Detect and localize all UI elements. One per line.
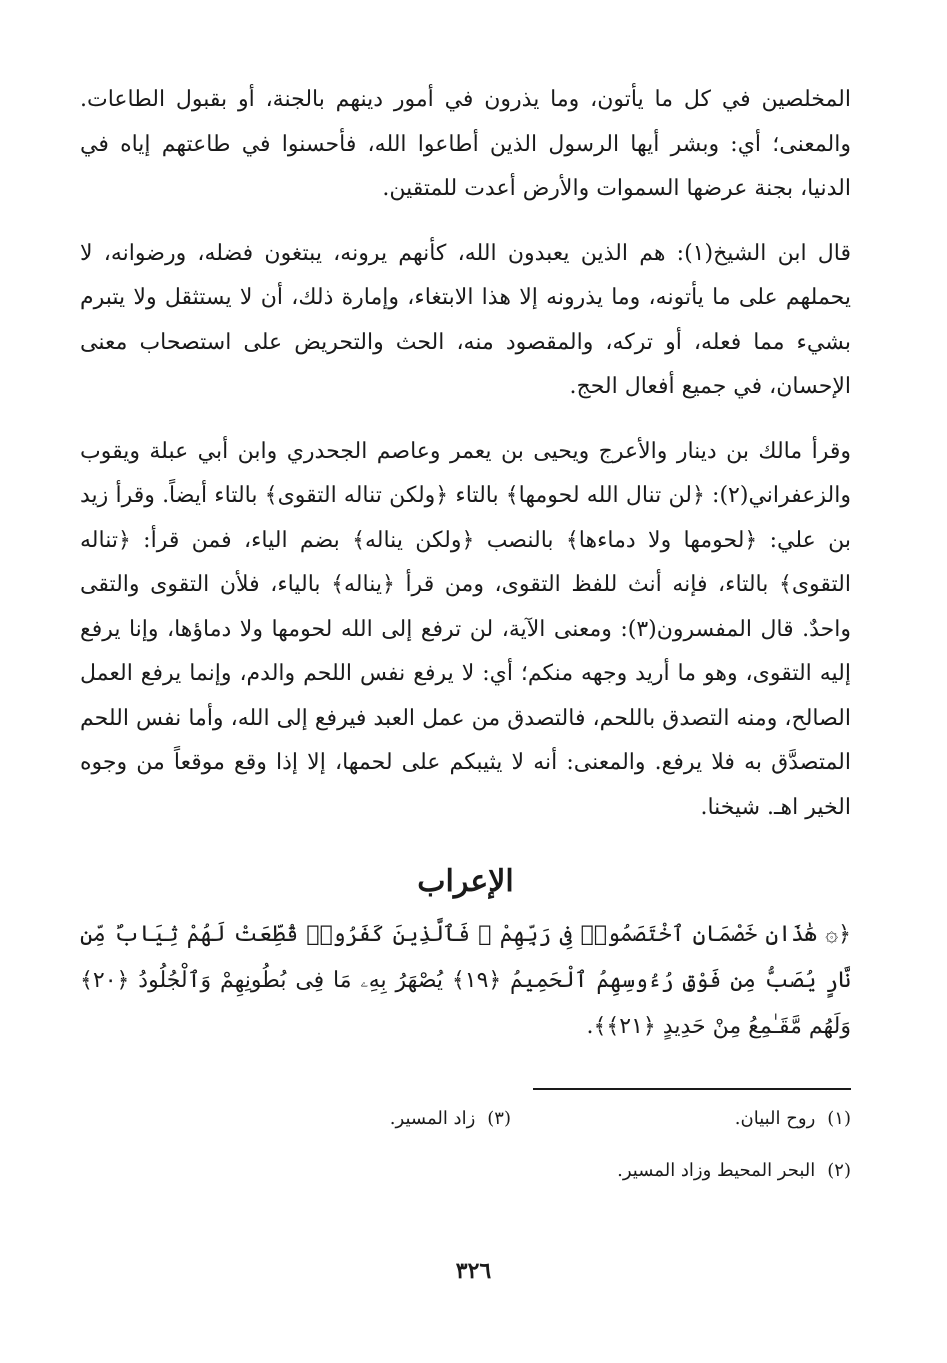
page-number: ٣٢٦ (455, 1258, 492, 1284)
section-heading: الإعراب (417, 864, 514, 899)
quran-verse: ﴿۞ هَٰذَانِ خَصْمَانِ ٱخْتَصَمُوا۟ فِى رَبِّهِمْ ۖ فَٱلَّذِينَ كَفَرُوا۟ قُطِّعَتْ لَهُمْ ثِيَابٌ مِّن نَّارٍ يُصَبُّ مِن فَوْقِ رُءُوسِهِمُ ٱلْحَمِيمُ ﴿١٩﴾ يُصْهَرُ بِهِۦ مَا فِى بُطُونِهِمْ وَٱلْجُلُودُ ﴿٢٠﴾ وَلَهُم مَّقَـٰمِعُ مِنْ حَدِيدٍ ﴿٢١﴾﴾. (80, 922, 851, 1039)
footnote-number: (٢) (827, 1160, 851, 1181)
footnote-number: (١) (827, 1108, 851, 1129)
body-paragraph-2: قال ابن الشيخ(١): هم الذين يعبدون الله، كأنهم يرونه، يبتغون فضله، ورضوانه، لا يحملهم على ما يأتونه، وما يذرونه إلا هذا الابتغاء، وإمارة ذلك، أن لا يستثقل ولا يتبرم بشيء مما فعله، أو تركه، والمقصود منه، الحث والتحريض على استصحاب معنى الإحسان، في جميع أفعال الحج. (80, 240, 851, 399)
footnote-text: روح البيان. (734, 1108, 816, 1129)
footnote-text: زاد المسير. (389, 1108, 476, 1129)
body-paragraph-1: المخلصين في كل ما يأتون، وما يذرون في أمور دينهم بالجنة، أو بقبول الطاعات. والمعنى؛ أي: وبشر أيها الرسول الذين أطاعوا الله، فأحسنوا في طاعتهم إياه في الدنيا، بجنة عرضها السموات والأرض أعدت للمتقين. (80, 87, 851, 201)
footnote-3 (171, 1104, 511, 1134)
footnote-row-2 (80, 1156, 851, 1186)
footnote-2 (511, 1156, 851, 1186)
footnote-number: (٣) (487, 1108, 511, 1129)
footnote-divider (533, 1088, 851, 1090)
footnotes (80, 1104, 851, 1186)
footnote-row-1 (80, 1104, 851, 1134)
body-paragraph-3: وقرأ مالك بن دينار والأعرج ويحيى بن يعمر وعاصم الجحدري وابن أبي عبلة ويقوب والزعفراني(٢): ﴿لن تنال الله لحومها﴾ بالتاء ﴿ولكن تناله التقوى﴾ بالتاء أيضاً. وقرأ زيد بن علي: ﴿لحومها ولا دماءها﴾ بالنصب ﴿ولكن يناله﴾ بضم الياء، فمن قرأ: ﴿تناله التقوى﴾ بالتاء، فإنه أنث للفظ التقوى، ومن قرأ ﴿يناله﴾ بالياء، فلأن التقوى والتقى واحدٌ. قال المفسرون(٣): ومعنى الآية، لن ترفع إلى الله لحومها ولا دماؤها، وإنا يرفع إليه التقوى، وهو ما أريد وجهه منكم؛ أي: لا يرفع نفس اللحم والدم، وإنما يرفع العمل الصالح، ومنه التصدق باللحم، فالتصدق من عمل العبد فيرفع إلى الله، وأما نفس اللحم المتصدَّق به فلا يرفع. والمعنى: أنه لا يثيبكم على لحمها، إلا إذا وقع موقعاً من وجوه الخير اهـ. شيخنا. (80, 438, 851, 820)
footnote-1 (511, 1104, 851, 1134)
footnote-text: البحر المحيط وزاد المسير. (617, 1160, 816, 1181)
